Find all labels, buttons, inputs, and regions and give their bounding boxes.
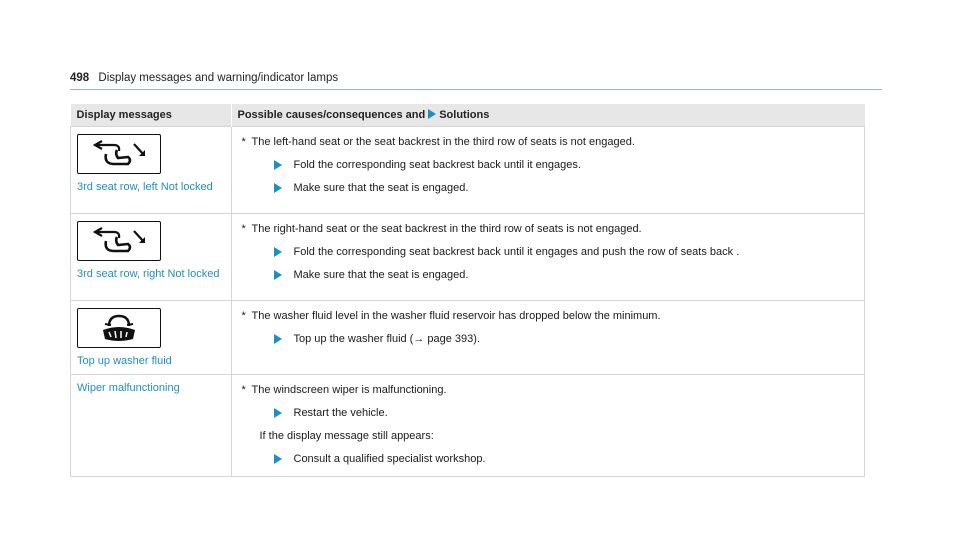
cause-text: The left-hand seat or the seat backrest in the third row of seats is not engaged.: [251, 136, 635, 148]
table-row: [71, 214, 865, 301]
column-header-causes-label: Possible causes/consequences and: [237, 108, 426, 121]
message-label: 3rd seat row, left Not locked: [77, 181, 213, 193]
step-arrow-icon: [274, 408, 282, 418]
causes-solutions-cell: [231, 375, 865, 477]
step-text: Fold the corresponding seat backrest back until it engages and push the row of seats back .: [293, 246, 740, 258]
cause-text: The windscreen wiper is malfunctioning.: [251, 384, 447, 396]
cause-text: The washer fluid level in the washer fluid reservoir has dropped below the minimum.: [251, 310, 661, 322]
table-header-row: [71, 104, 865, 127]
message-label: Top up washer fluid: [77, 355, 172, 367]
solution-step: [274, 181, 859, 195]
solution-step: [274, 268, 859, 282]
step-text: Fold the corresponding seat backrest back until it engages.: [293, 159, 581, 171]
washer-fluid-icon: [77, 308, 161, 348]
display-message-cell: [71, 375, 232, 477]
column-header-display-messages: Display messages: [71, 104, 232, 127]
note-text: If the display message still appears:: [259, 430, 434, 442]
step-arrow-icon: [274, 454, 282, 464]
column-header-causes-solutions: [231, 104, 865, 127]
causes-solutions-cell: [231, 127, 865, 214]
cause-item: * The right-hand seat or the seat backrest in the third row of seats is not engaged.: [241, 223, 642, 235]
step-arrow-icon: [274, 334, 282, 344]
cause-item: * The windscreen wiper is malfunctioning.: [241, 384, 447, 396]
message-label: 3rd seat row, right Not locked: [77, 268, 220, 280]
display-message-cell: [71, 214, 232, 301]
table-row: [71, 301, 865, 375]
page-header: [70, 72, 338, 84]
step-arrow-icon: [274, 270, 282, 280]
step-arrow-icon: [274, 183, 282, 193]
column-header-solutions-label: Solutions: [439, 108, 490, 121]
rear-seat-backrest-icon: [77, 134, 161, 174]
page-number: 498: [70, 72, 90, 84]
display-message-cell: [71, 127, 232, 214]
display-message-cell: [71, 301, 232, 375]
step-text: Restart the vehicle.: [293, 407, 388, 419]
header-rule: [70, 89, 882, 90]
step-text: Make sure that the seat is engaged.: [293, 182, 469, 194]
solution-step: [274, 332, 859, 346]
step-arrow-icon: [274, 160, 282, 170]
step-text: Make sure that the seat is engaged.: [293, 269, 469, 281]
causes-solutions-cell: [231, 301, 865, 375]
page-title: Display messages and warning/indicator lamps: [98, 72, 339, 84]
rear-seat-backrest-icon: [77, 221, 161, 261]
step-arrow-icon: [274, 247, 282, 257]
solution-step: [274, 452, 859, 466]
display-messages-table: [70, 104, 865, 477]
solution-step: [274, 245, 859, 259]
table-row: [71, 127, 865, 214]
step-text: Top up the washer fluid (→ page 393).: [293, 333, 481, 345]
causes-solutions-cell: [231, 214, 865, 301]
message-label: Wiper malfunctioning: [77, 382, 180, 394]
solution-arrow-icon: [428, 109, 436, 119]
cause-item: * The left-hand seat or the seat backrest in the third row of seats is not engaged.: [241, 136, 635, 148]
solution-step: [274, 406, 859, 420]
solution-step: [274, 158, 859, 172]
cause-text: The right-hand seat or the seat backrest in the third row of seats is not engaged.: [251, 223, 642, 235]
step-text: Consult a qualified specialist workshop.: [293, 453, 486, 465]
cause-item: * The washer fluid level in the washer fluid reservoir has dropped below the minimum.: [241, 310, 661, 322]
table-row: [71, 375, 865, 477]
